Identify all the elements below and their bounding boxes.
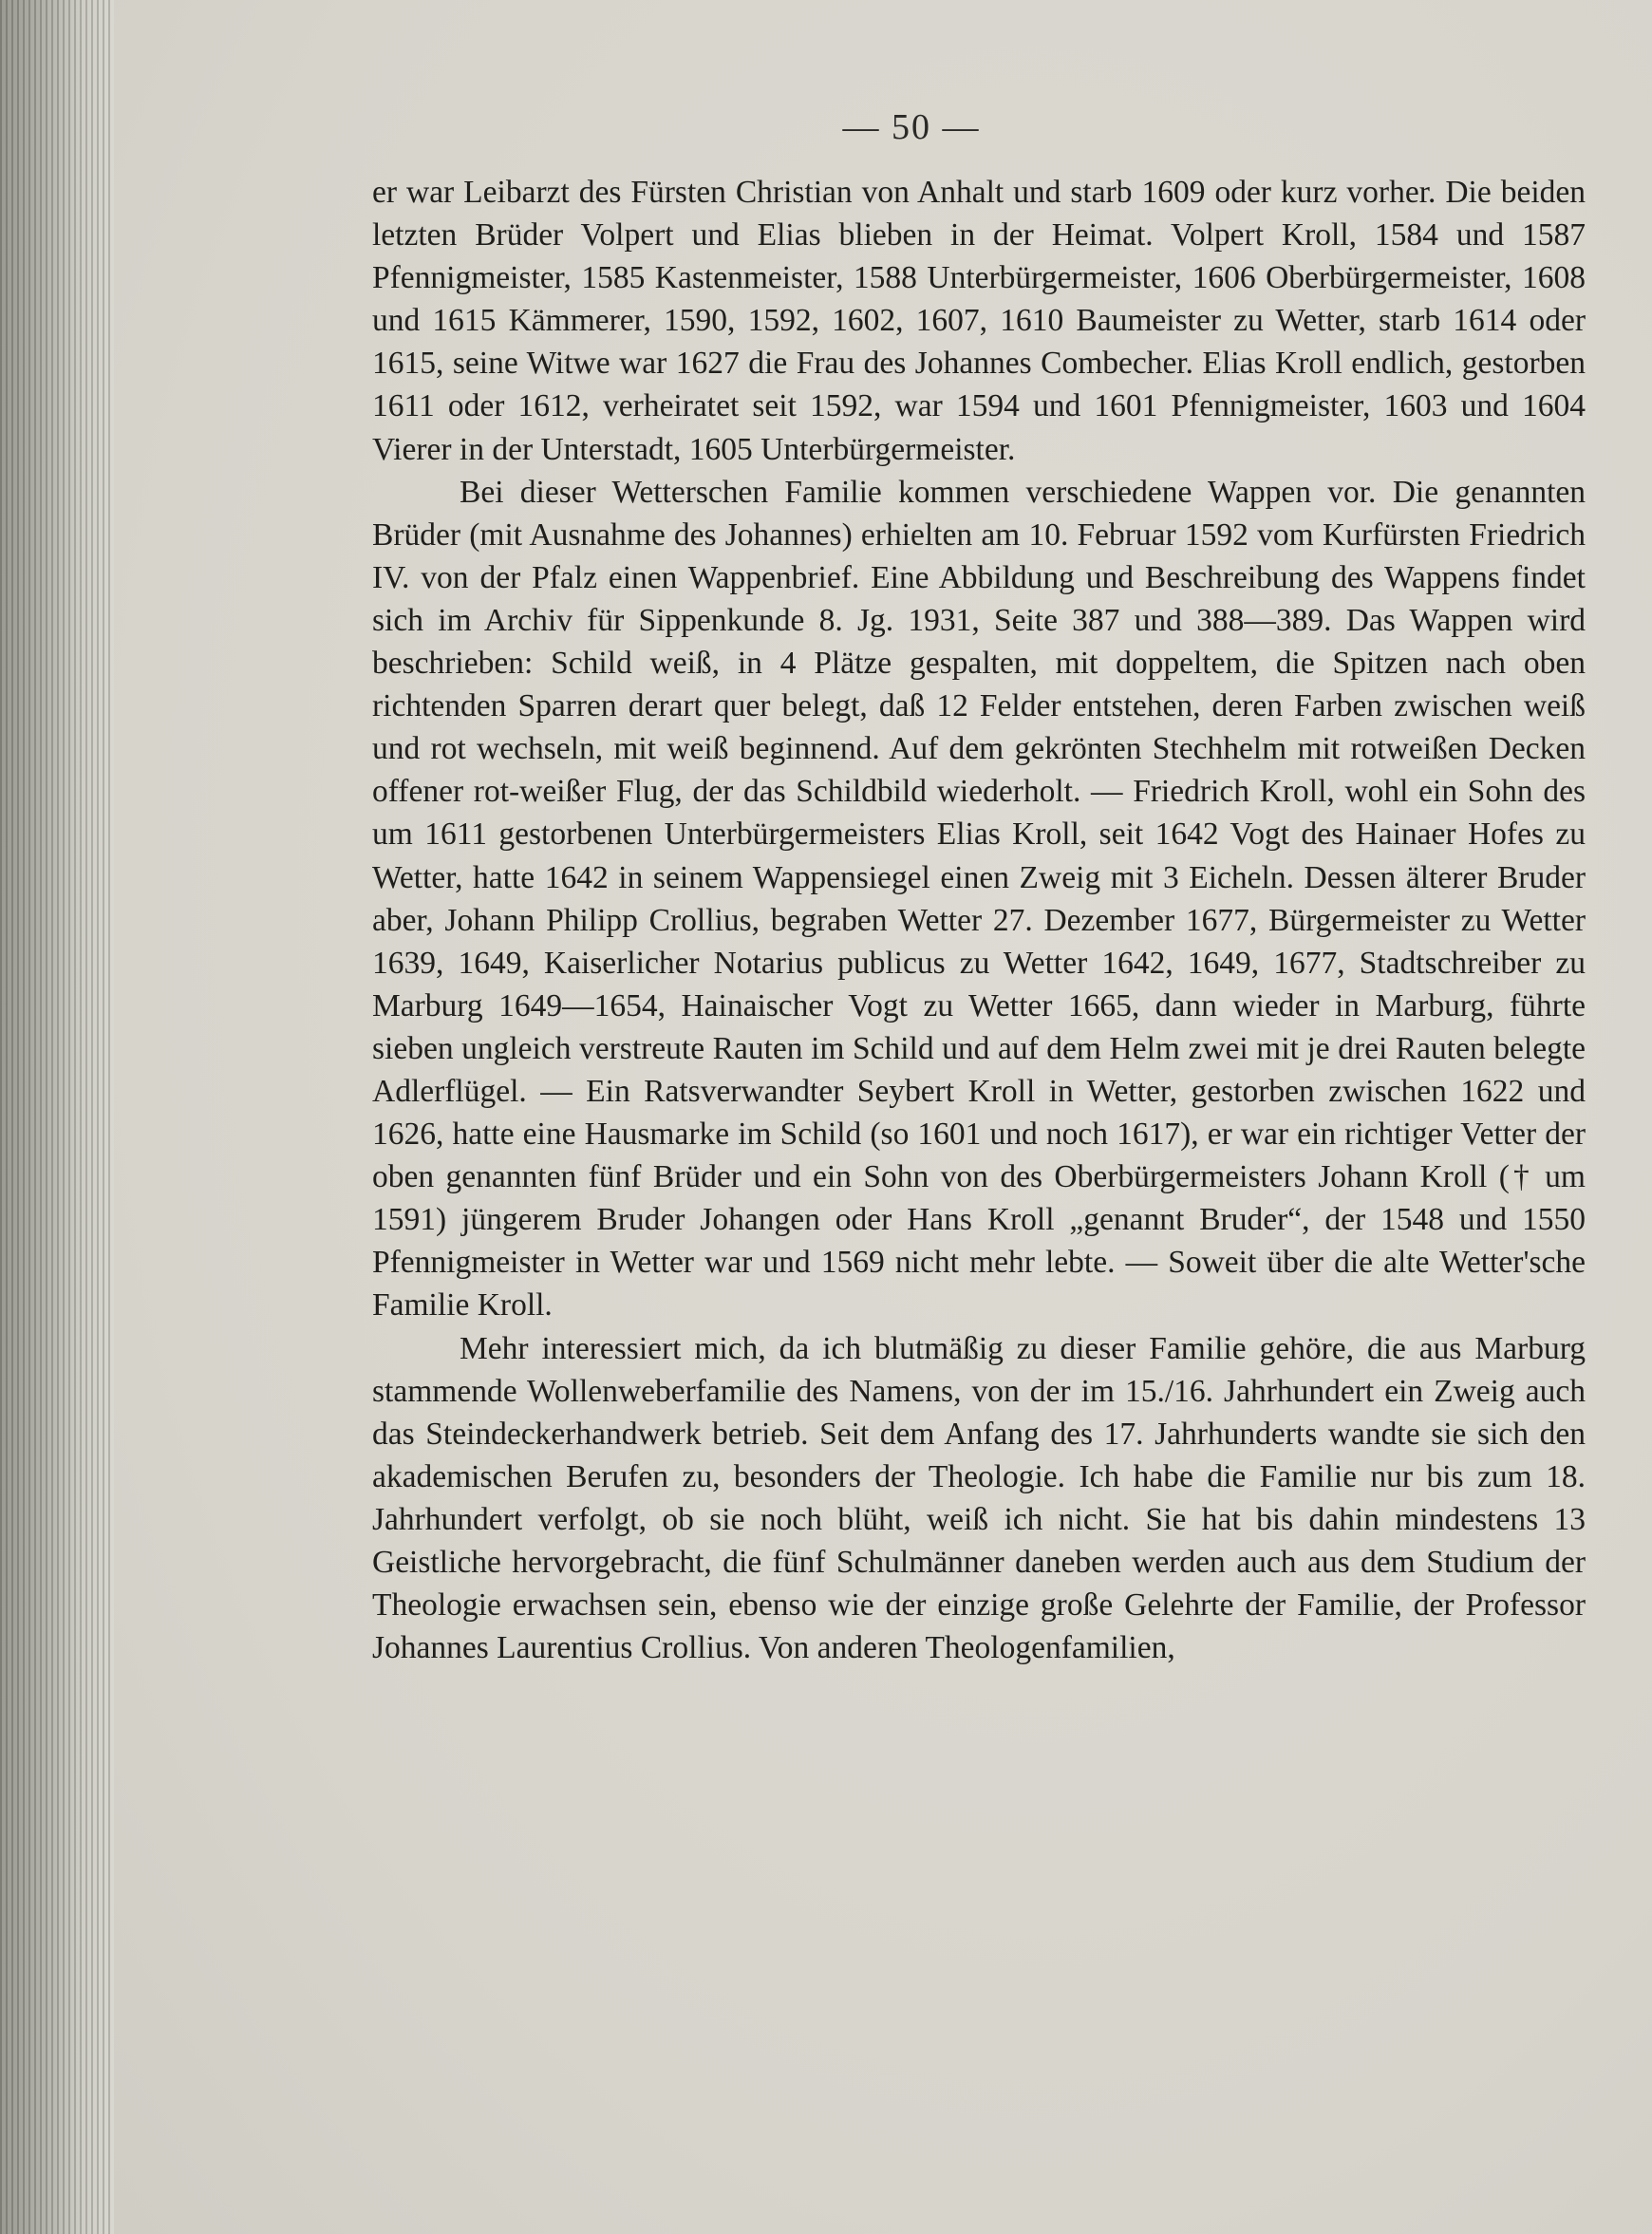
paragraph-2: Bei dieser Wetterschen Familie kommen verschiedene Wappen vor. Die genannten Brüder (mit Ausnahme des Johannes) erhielten am 10. Februar 1592 vom Kurfürsten Friedrich IV. von der Pfalz einen Wappenbrief. Eine Abbildung und Beschreibung des Wappens findet sich im Archiv für Sippenkunde 8. Jg. 1931, Seite 387 und 388—389. Das Wappen wird beschrieben: Schild weiß, in 4 Plätze gespalten, mit doppeltem, die Spitzen nach oben richtenden Sparren derart quer belegt, daß 12 Felder entstehen, deren Farben zwischen weiß und rot wechseln, mit weiß beginnend. Auf dem gekrönten Stechhelm mit rotweißen Decken offener rot-weißer Flug, der das Schildbild wiederholt. — Friedrich Kroll, wohl ein Sohn des um 1611 gestorbenen Unterbürgermeisters Elias Kroll, seit 1642 Vogt des Hainaer Hofes zu Wetter, hatte 1642 in seinem Wappensiegel einen Zweig mit 3 Eicheln. Dessen älterer Bruder aber, Johann Philipp Crollius, begraben Wetter 27. Dezember 1677, Bürgermeister zu Wetter 1639, 1649, Kaiserlicher Notarius publicus zu Wetter 1642, 1649, 1677, Stadtschreiber zu Marburg 1649—1654, Hainaischer Vogt zu Wetter 1665, dann wieder in Marburg, führte sieben ungleich verstreute Rauten im Schild und auf dem Helm zwei mit je drei Rauten belegte Adlerflügel. — Ein Ratsverwandter Seybert Kroll in Wetter, gestorben zwischen 1622 und 1626, hatte eine Hausmarke im Schild (so 1601 und noch 1617), er war ein richtiger Vetter der oben genannten fünf Brüder und ein Sohn von des Oberbürgermeisters Johann Kroll († um 1591) jüngerem Bruder Johangen oder Hans Kroll „genannt Bruder“, der 1548 und 1550 Pfennigmeister in Wetter war und 1569 nicht mehr lebte. — Soweit über die alte Wetter'sche Familie Kroll. xyxy=(372,474,1586,1324)
book-page-edges xyxy=(0,0,114,2234)
page-number: — 50 — xyxy=(842,107,981,147)
paragraph-1: er war Leibarzt des Fürsten Christian von Anhalt und starb 1609 oder kurz vorher. Die beiden letzten Brüder Volpert und Elias blieben in der Heimat. Volpert Kroll, 1584 und 1587 Pfennigmeister, 1585 Kastenmeister, 1588 Unterbürgermeister, 1606 Oberbürgermeister, 1608 und 1615 Kämmerer, 1590, 1592, 1602, 1607, 1610 Baumeister zu Wetter, starb 1614 oder 1615, seine Witwe war 1627 die Frau des Johannes Combecher. Elias Kroll endlich, gestorben 1611 oder 1612, verheiratet seit 1592, war 1594 und 1601 Pfennigmeister, 1603 und 1604 Vierer in der Unterstadt, 1605 Unterbürgermeister. xyxy=(372,175,1586,467)
paragraph-3: Mehr interessiert mich, da ich blutmäßig zu dieser Familie gehöre, die aus Marburg stammende Wollenweberfamilie des Namens, von der im 15./16. Jahrhundert ein Zweig auch das Steindeckerhandwerk betrieb. Seit dem Anfang des 17. Jahrhunderts wandte sie sich den akademischen Berufen zu, besonders der Theologie. Ich habe die Familie nur bis zum 18. Jahrhundert verfolgt, ob sie noch blüht, weiß ich nicht. Sie hat bis dahin mindestens 13 Geistliche hervorgebracht, die fünf Schulmänner daneben werden auch aus dem Studium der Theologie erwachsen sein, ebenso wie der einzige große Gelehrte der Familie, der Professor Johannes Laurentius Crollius. Von anderen Theologenfamilien, xyxy=(372,1330,1586,1666)
body-text xyxy=(372,171,1586,1669)
